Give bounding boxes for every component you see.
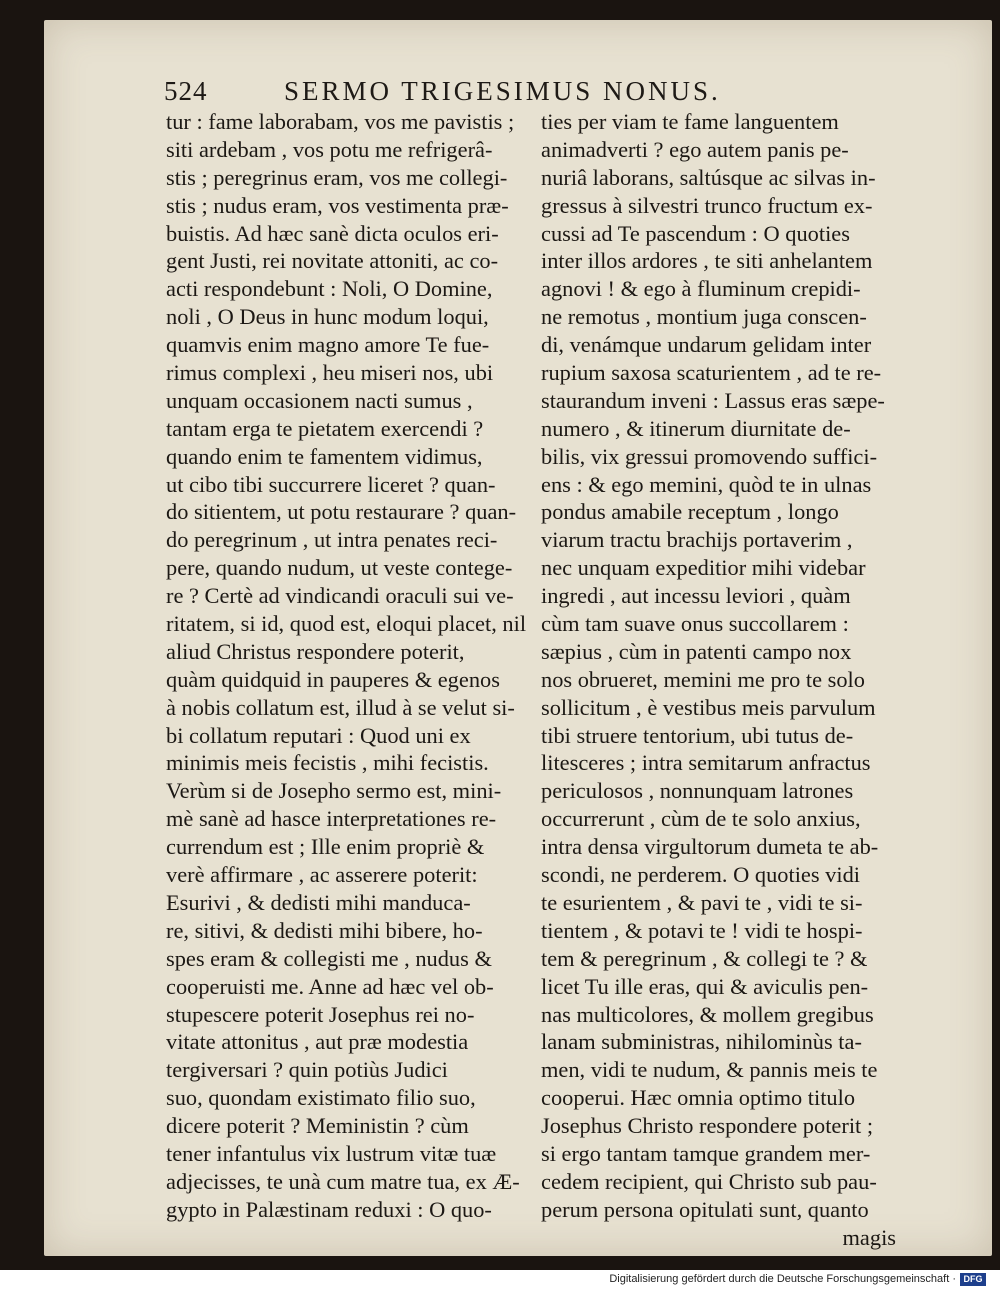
text-line: gent Justi, rei novitate attoniti, ac co-	[166, 248, 499, 274]
footer-credit: Digitalisierung gefördert durch die Deutsche Forschungsgemeinschaft ·	[609, 1273, 956, 1285]
text-line: vitate attonitus , aut præ modestia	[166, 1029, 469, 1055]
text-line: spes eram & collegisti me , nudus &	[166, 945, 492, 971]
catchword: magis	[842, 1224, 896, 1250]
text-line: mè sanè ad hasce interpretationes re-	[166, 806, 497, 832]
text-line: quàm quidquid in pauperes & egenos	[166, 666, 500, 692]
text-line: bi collatum reputari : Quod uni ex	[166, 722, 471, 748]
text-line: sæpius , cùm in patenti campo nox	[541, 638, 852, 664]
text-line: cussi ad Te pascendum : O quoties	[541, 220, 850, 246]
text-line: unquam occasionem nacti sumus ,	[166, 387, 473, 413]
text-line: tur : fame laborabam, vos me pavistis ;	[166, 109, 515, 134]
text-line: nec unquam expeditior mihi videbar	[541, 555, 866, 581]
text-line: tibi struere tentorium, ubi tutus de-	[541, 722, 854, 748]
text-line: aliud Christus respondere poterit,	[166, 638, 465, 664]
text-line: agnovi ! & ego à fluminum crepidi-	[541, 276, 861, 302]
text-line: à nobis collatum est, illud à se velut si-	[166, 694, 515, 720]
text-line: ut cibo tibi succurrere liceret ? quan-	[166, 471, 496, 497]
text-line: inter illos ardores , te siti anhelantem	[541, 248, 873, 274]
text-line: rupium saxosa scaturientem , ad te re-	[541, 360, 882, 386]
text-line: perum persona opitulati sunt, quanto	[541, 1196, 869, 1222]
running-head: SERMO TRIGESIMUS NONUS.	[284, 76, 721, 106]
text-line: bilis, vix gressui promovendo suffici-	[541, 443, 878, 469]
text-line: ingredi , aut incessu leviori , quàm	[541, 583, 851, 609]
text-line: siti ardebam , vos potu me refrigerâ-	[166, 136, 493, 162]
text-line: nas multicolores, & mollem gregibus	[541, 1001, 874, 1027]
text-line: Josephus Christo respondere poterit ;	[541, 1113, 874, 1139]
text-line: ties per viam te fame languentem	[541, 109, 839, 134]
text-line: acti respondebunt : Noli, O Domine,	[166, 276, 493, 302]
text-line: re ? Certè ad vindicandi oraculi sui ve-	[166, 583, 514, 609]
text-line: litesceres ; intra semitarum anfractus	[541, 750, 871, 776]
text-line: periculosos , nonnunquam latrones	[541, 778, 854, 804]
digitization-footer	[0, 1270, 1000, 1289]
text-line: tener infantulus vix lustrum vitæ tuæ	[166, 1140, 497, 1166]
text-line: ens : & ego memini, quòd te in ulnas	[541, 471, 872, 497]
text-line: rimus complexi , heu miseri nos, ubi	[166, 360, 494, 386]
text-line: nos obrueret, memini me pro te solo	[541, 666, 865, 692]
text-line: quamvis enim magno amore Te fue-	[166, 332, 490, 358]
text-line: stupescere poterit Josephus rei no-	[166, 1001, 475, 1027]
text-line: gressus à silvestri trunco fructum ex-	[541, 192, 873, 218]
right-text-column	[541, 108, 896, 1252]
text-line: stis ; peregrinus eram, vos me collegi-	[166, 164, 508, 190]
text-line: do sitientem, ut potu restaurare ? quan-	[166, 499, 517, 525]
text-line: pere, quando nudum, ut veste contege-	[166, 555, 513, 581]
text-line: quando enim te famentem vidimus,	[166, 443, 483, 469]
text-line: do peregrinum , ut intra penates reci-	[166, 527, 498, 553]
left-text-column	[166, 108, 527, 1224]
text-line: pondus amabile receptum , longo	[541, 499, 839, 525]
text-line: intra densa virgultorum dumeta te ab-	[541, 834, 879, 860]
text-line: ritatem, si id, quod est, eloqui placet, nil	[166, 611, 527, 637]
text-line: Esurivi , & dedisti mihi manduca-	[166, 889, 471, 915]
text-line: dicere poterit ? Meministin ? cùm	[166, 1113, 469, 1139]
text-line: cedem recipient, qui Christo sub pau-	[541, 1168, 877, 1194]
text-line: verè affirmare , ac asserere poterit:	[166, 862, 478, 888]
text-line: te esurientem , & pavi te , vidi te si-	[541, 889, 863, 915]
text-line: sollicitum , è vestibus meis parvulum	[541, 694, 876, 720]
text-line: cùm tam suave onus succollarem :	[541, 611, 849, 637]
text-line: buistis. Ad hæc sanè dicta oculos eri-	[166, 220, 499, 246]
text-line: cooperui. Hæc omnia optimo titulo	[541, 1085, 856, 1111]
text-line: animadverti ? ego autem panis pe-	[541, 136, 849, 162]
text-line: di, venámque undarum gelidam inter	[541, 332, 872, 358]
text-line: men, vidi te nudum, & pannis meis te	[541, 1057, 878, 1083]
text-line: suo, quondam existimato filio suo,	[166, 1085, 476, 1111]
text-line: currendum est ; Ille enim propriè &	[166, 834, 485, 860]
text-line: tantam erga te pietatem exercendi ?	[166, 415, 484, 441]
text-line: gypto in Palæstinam reduxi : O quo-	[166, 1196, 492, 1222]
text-line: tem & peregrinum , & collegi te ? &	[541, 945, 868, 971]
page-header	[164, 76, 924, 110]
text-line: licet Tu ille eras, qui & aviculis pen-	[541, 973, 869, 999]
text-line: lanam subministras, nihilominùs ta-	[541, 1029, 862, 1055]
text-line: minimis meis fecistis , mihi fecistis.	[166, 750, 489, 776]
text-line: viarum tractu brachijs portaverim ,	[541, 527, 853, 553]
text-line: Verùm si de Josepho sermo est, mini-	[166, 778, 502, 804]
text-line: noli , O Deus in hunc modum loqui,	[166, 304, 489, 330]
text-line: si ergo tantam tamque grandem mer-	[541, 1140, 871, 1166]
text-line: tergiversari ? quin potiùs Judici	[166, 1057, 448, 1083]
text-line: staurandum inveni : Lassus eras sæpe-	[541, 387, 885, 413]
text-line: nuriâ laborans, saltúsque ac silvas in-	[541, 164, 876, 190]
text-line: ne remotus , montium juga conscen-	[541, 304, 867, 330]
text-line: re, sitivi, & dedisti mihi bibere, ho-	[166, 917, 483, 943]
text-line: scondi, ne perderem. O quoties vidi	[541, 862, 860, 888]
text-line: stis ; nudus eram, vos vestimenta præ-	[166, 192, 509, 218]
text-line: tientem , & potavi te ! vidi te hospi-	[541, 917, 863, 943]
text-line: occurrerunt , cùm de te solo anxius,	[541, 806, 861, 832]
text-line: cooperuisti me. Anne ad hæc vel ob-	[166, 973, 494, 999]
text-line: numero , & itinerum diurnitate de-	[541, 415, 851, 441]
page-number: 524	[164, 76, 208, 106]
dfg-logo: DFG	[960, 1273, 986, 1286]
text-line: adjecisses, te unà cum matre tua, ex Æ-	[166, 1168, 520, 1194]
